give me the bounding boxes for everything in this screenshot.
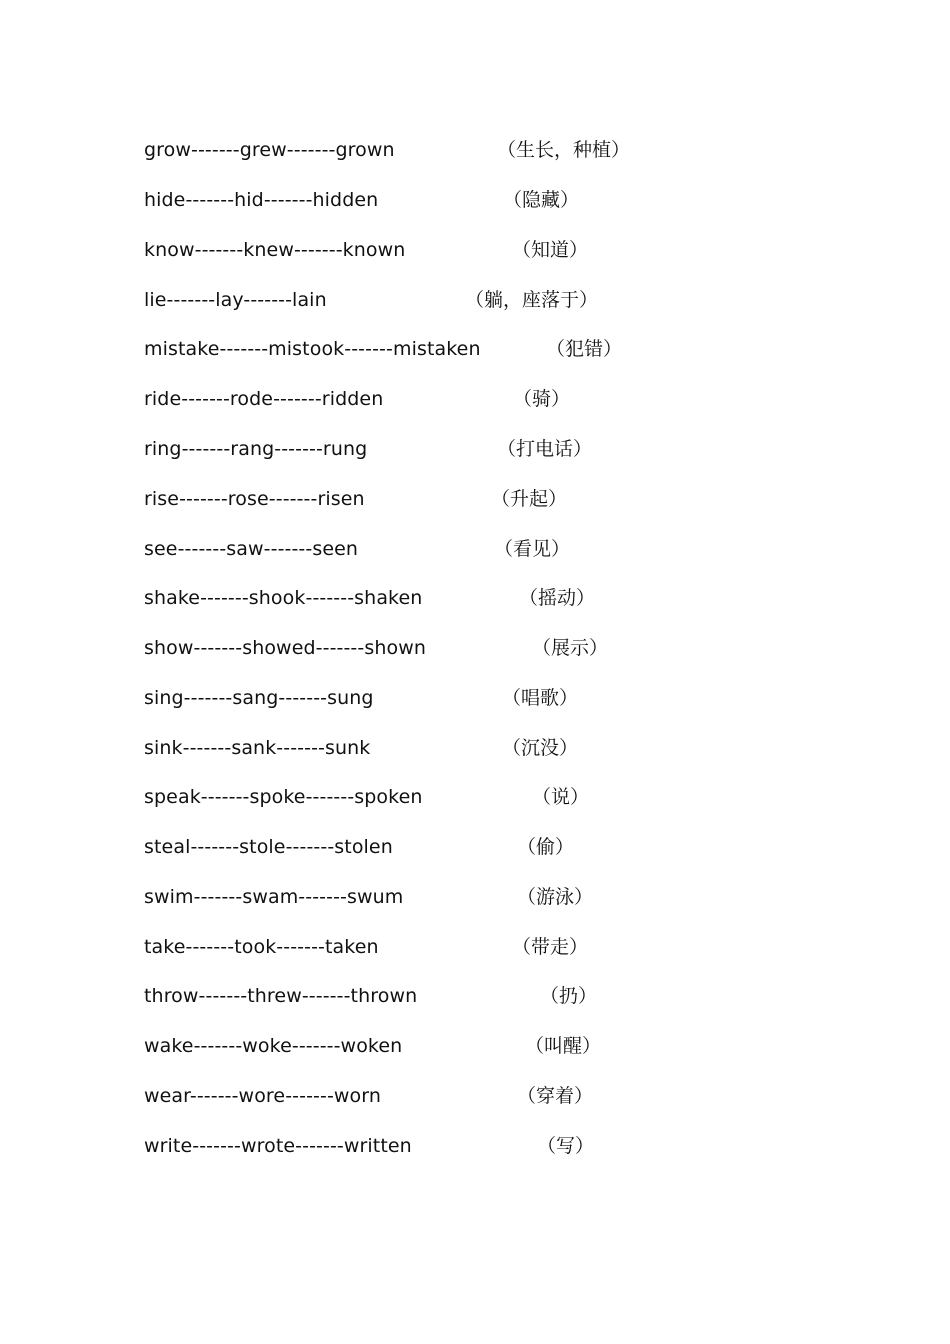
verb-forms: rise-------rose-------risen bbox=[144, 488, 365, 510]
verb-meaning: （摇动） bbox=[519, 587, 596, 609]
verb-meaning: （升起） bbox=[491, 488, 568, 510]
verb-forms: ride-------rode-------ridden bbox=[144, 388, 384, 410]
verb-entry bbox=[0, 334, 950, 364]
verb-entry bbox=[0, 185, 950, 215]
verb-entry bbox=[0, 932, 950, 962]
verb-meaning: （生长，种植） bbox=[497, 139, 631, 161]
verb-forms: hide-------hid-------hidden bbox=[144, 189, 379, 211]
verb-entry bbox=[0, 135, 950, 165]
verb-forms: sing-------sang-------sung bbox=[144, 687, 374, 709]
verb-meaning: （躺，座落于） bbox=[465, 289, 599, 311]
verb-forms: sink-------sank-------sunk bbox=[144, 737, 371, 759]
verb-forms: know-------knew-------known bbox=[144, 239, 406, 261]
verb-entry bbox=[0, 384, 950, 414]
verb-entry bbox=[0, 434, 950, 464]
verb-meaning: （写） bbox=[537, 1135, 595, 1157]
verb-forms: wake-------woke-------woken bbox=[144, 1035, 403, 1057]
verb-forms: speak-------spoke-------spoken bbox=[144, 786, 423, 808]
verb-forms: wear-------wore-------worn bbox=[144, 1085, 381, 1107]
verb-meaning: （带走） bbox=[512, 936, 589, 958]
verb-entry bbox=[0, 1031, 950, 1061]
verb-meaning: （展示） bbox=[532, 637, 609, 659]
verb-entry bbox=[0, 484, 950, 514]
verb-forms: show-------showed-------shown bbox=[144, 637, 426, 659]
verb-meaning: （骑） bbox=[513, 388, 571, 410]
verb-entry bbox=[0, 235, 950, 265]
verb-meaning: （看见） bbox=[494, 538, 571, 560]
verb-forms: take-------took-------taken bbox=[144, 936, 379, 958]
verb-entry bbox=[0, 733, 950, 763]
verb-meaning: （唱歌） bbox=[502, 687, 579, 709]
verb-entry bbox=[0, 285, 950, 315]
verb-entry bbox=[0, 1131, 950, 1161]
verb-forms: mistake-------mistook-------mistaken bbox=[144, 338, 481, 360]
verb-entry bbox=[0, 782, 950, 812]
verb-meaning: （叫醒） bbox=[525, 1035, 602, 1057]
verb-forms: throw-------threw-------thrown bbox=[144, 985, 418, 1007]
verb-forms: grow-------grew-------grown bbox=[144, 139, 395, 161]
verb-forms: shake-------shook-------shaken bbox=[144, 587, 423, 609]
verb-entry bbox=[0, 882, 950, 912]
verb-meaning: （扔） bbox=[540, 985, 598, 1007]
verb-meaning: （沉没） bbox=[502, 737, 579, 759]
verb-forms: see-------saw-------seen bbox=[144, 538, 359, 560]
verb-meaning: （打电话） bbox=[497, 438, 593, 460]
verb-entry bbox=[0, 683, 950, 713]
verb-entry bbox=[0, 1081, 950, 1111]
verb-meaning: （穿着） bbox=[517, 1085, 594, 1107]
verb-entry bbox=[0, 633, 950, 663]
verb-entry bbox=[0, 583, 950, 613]
verb-meaning: （游泳） bbox=[517, 886, 594, 908]
verb-meaning: （知道） bbox=[512, 239, 589, 261]
verb-forms: lie-------lay-------lain bbox=[144, 289, 327, 311]
verb-meaning: （偷） bbox=[517, 836, 575, 858]
verb-meaning: （说） bbox=[532, 786, 590, 808]
verb-forms: swim-------swam-------swum bbox=[144, 886, 404, 908]
verb-entry bbox=[0, 832, 950, 862]
verb-entry bbox=[0, 981, 950, 1011]
verb-meaning: （隐藏） bbox=[503, 189, 580, 211]
verb-forms: steal-------stole-------stolen bbox=[144, 836, 393, 858]
verb-forms: write-------wrote-------written bbox=[144, 1135, 412, 1157]
verb-meaning: （犯错） bbox=[546, 338, 623, 360]
verb-forms: ring-------rang-------rung bbox=[144, 438, 368, 460]
verb-entry bbox=[0, 534, 950, 564]
